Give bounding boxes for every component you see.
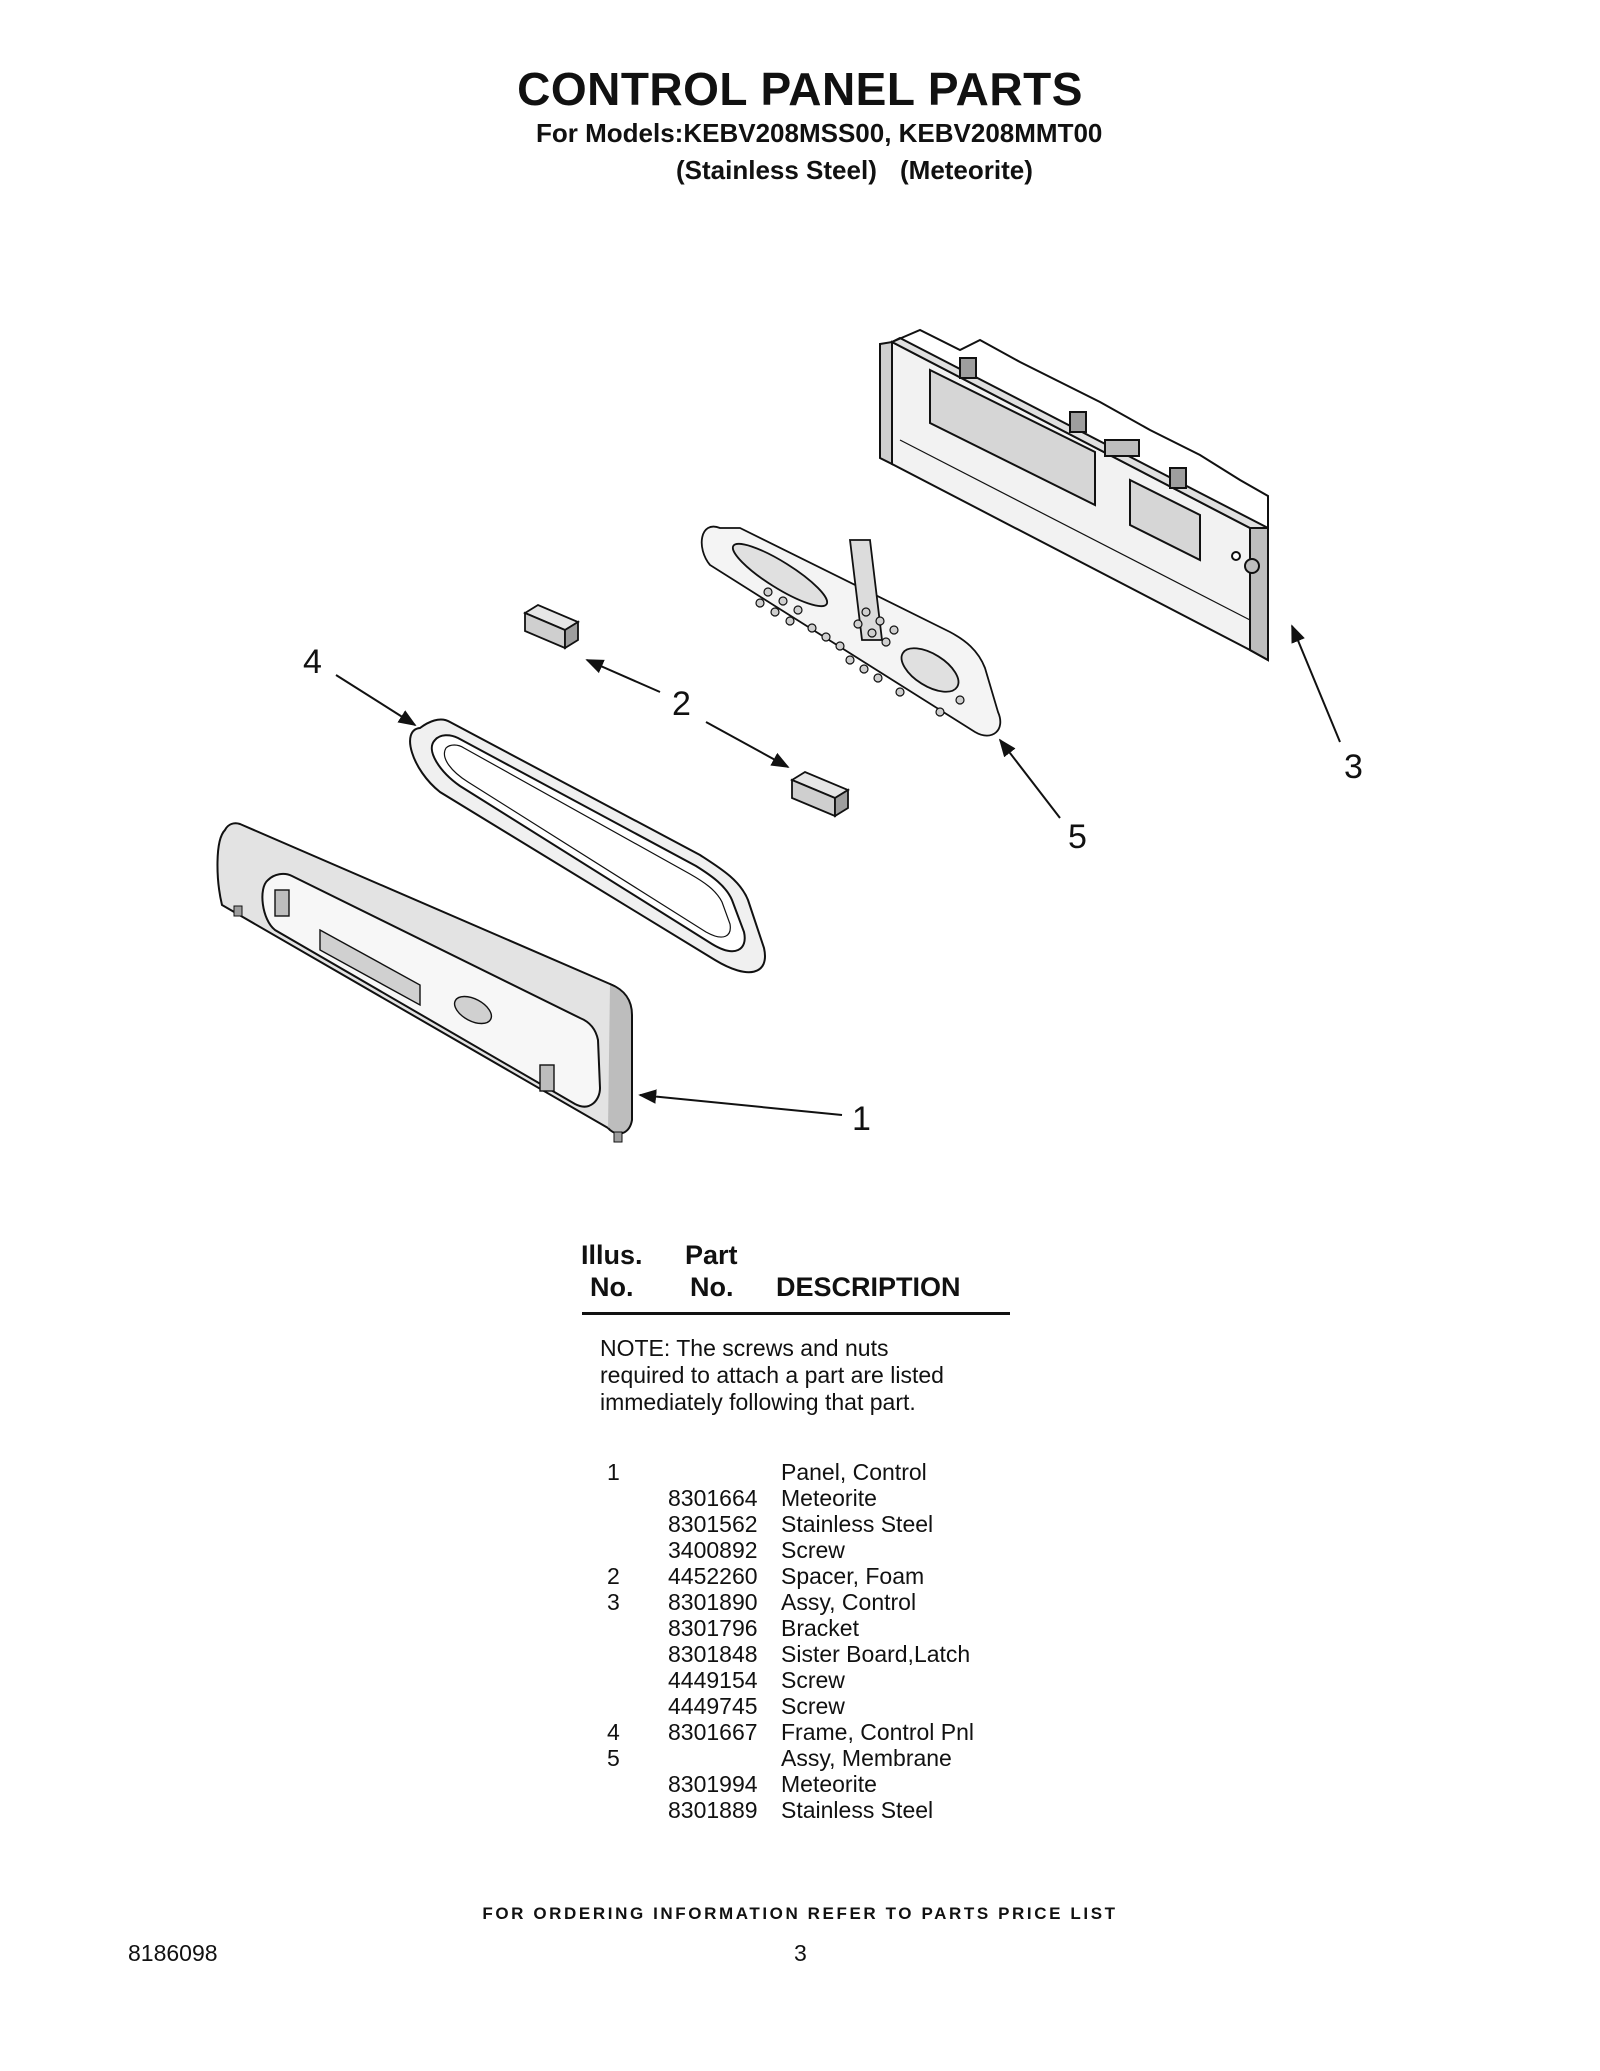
header-illus-2: No. [590,1272,634,1302]
part-description: Screw [781,1693,845,1719]
illus-number: 5 [607,1745,620,1771]
illus-number: 2 [607,1563,620,1589]
part-number: 8301890 [668,1589,758,1615]
part-description: Assy, Membrane [781,1745,952,1771]
part-description: Stainless Steel [781,1797,934,1823]
part-description: Screw [781,1667,845,1693]
illus-number: 4 [607,1719,620,1745]
part-description: Panel, Control [781,1459,927,1485]
part-number: 4452260 [668,1563,758,1589]
callout-1: 1 [852,1100,871,1138]
document-number: 8186098 [128,1940,218,1966]
part-number: 8301994 [668,1771,758,1797]
part-description: Assy, Control [781,1589,917,1615]
part-description: Sister Board,Latch [781,1641,971,1667]
callout-3: 3 [1344,748,1363,786]
part-description: Frame, Control Pnl [781,1719,975,1745]
header-illus-1: Illus. [581,1240,643,1270]
parts-note: NOTE: The screws and nuts required to attach a part are listed immediately following that part. [600,1335,944,1415]
part-number: 8301796 [668,1615,758,1641]
finish-stainless: (Stainless Steel) [676,155,877,185]
ordering-note: FOR ORDERING INFORMATION REFER TO PARTS PRICE LIST [482,1904,1118,1923]
control-assembly-part [880,330,1268,660]
callout-5: 5 [1068,818,1087,856]
callout-4: 4 [303,643,322,681]
finish-meteorite: (Meteorite) [900,155,1033,185]
part-description: Meteorite [781,1485,877,1511]
callout-2: 2 [672,685,691,723]
header-description: DESCRIPTION [776,1272,961,1302]
part-number: 8301848 [668,1641,758,1667]
part-number: 4449154 [668,1667,758,1693]
part-number: 8301667 [668,1719,758,1745]
header-part-2: No. [690,1272,734,1302]
models-line: For Models:KEBV208MSS00, KEBV208MMT00 [536,118,1103,148]
header-part-1: Part [685,1240,738,1270]
membrane-assembly-part [702,527,1001,736]
part-description: Stainless Steel [781,1511,934,1537]
part-description: Spacer, Foam [781,1563,925,1589]
part-number: 4449745 [668,1693,758,1719]
part-description: Bracket [781,1615,859,1641]
illus-number: 1 [607,1459,620,1485]
page-title: CONTROL PANEL PARTS [517,63,1083,115]
page-number: 3 [794,1940,807,1966]
part-number: 3400892 [668,1537,758,1563]
part-description: Screw [781,1537,845,1563]
part-number: 8301664 [668,1485,758,1511]
part-number: 8301889 [668,1797,758,1823]
header-rule [582,1312,1010,1315]
part-number: 8301562 [668,1511,758,1537]
part-description: Meteorite [781,1771,877,1797]
illus-number: 3 [607,1589,620,1615]
